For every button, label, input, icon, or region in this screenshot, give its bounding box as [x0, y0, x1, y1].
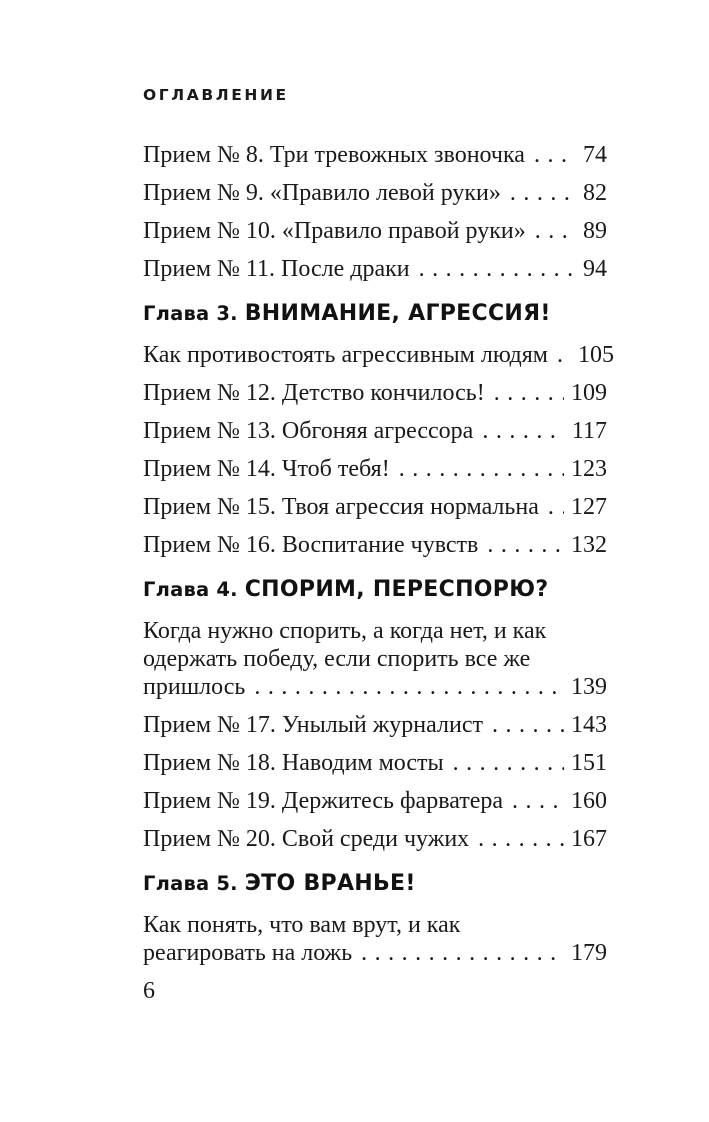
dot-leader	[478, 825, 564, 853]
toc-section	[143, 869, 607, 967]
chapter-number: Глава 3.	[143, 302, 238, 325]
toc-section	[143, 299, 614, 559]
dot-leader	[535, 217, 576, 245]
toc-entry-last-line	[143, 825, 607, 853]
toc-page-number: 105	[577, 342, 614, 368]
toc-page-number: 82	[583, 180, 607, 206]
dot-leader	[487, 531, 564, 559]
toc-entry	[143, 179, 607, 207]
dot-leader	[419, 255, 576, 283]
toc-entry	[143, 787, 607, 815]
toc-page-number: 143	[571, 712, 607, 738]
toc-entry-last-line	[143, 787, 607, 815]
toc-entry-text: реагировать на ложь	[143, 940, 353, 966]
toc-page-number: 151	[571, 750, 607, 776]
chapter-title: СПОРИМ, ПЕРЕСПОРЮ?	[244, 577, 549, 602]
chapter-heading	[143, 575, 607, 606]
toc-entry-text: Прием № 8. Три тревожных звоночка	[143, 142, 525, 168]
toc-entry	[143, 417, 607, 445]
toc-page-number: 160	[571, 788, 607, 814]
toc-entry-text: Прием № 9. «Правило левой руки»	[143, 180, 501, 206]
toc-entry	[143, 141, 607, 169]
dot-leader	[492, 711, 564, 739]
dot-leader	[482, 417, 565, 445]
dot-leader	[557, 341, 571, 369]
toc-entry	[143, 455, 607, 483]
chapter-heading	[143, 299, 607, 330]
toc-section	[143, 141, 607, 283]
toc-page-number: 117	[571, 418, 607, 444]
toc	[143, 141, 614, 967]
toc-title: ОГЛАВЛЕНИЕ	[143, 86, 289, 104]
toc-section	[143, 575, 607, 853]
toc-entry-last-line	[143, 217, 607, 245]
dot-leader	[361, 939, 564, 967]
toc-entry	[143, 255, 607, 283]
toc-entry-text: Прием № 14. Чтоб тебя!	[143, 456, 390, 482]
chapter-title: ЭТО ВРАНЬЕ!	[244, 871, 416, 896]
toc-entry-text-line: Как понять, что вам врут, и как	[143, 912, 461, 938]
toc-entry	[143, 493, 607, 521]
toc-entry	[143, 749, 607, 777]
toc-page-number: 109	[571, 380, 607, 406]
toc-entry-last-line	[143, 417, 607, 445]
chapter-number: Глава 5.	[143, 872, 238, 895]
toc-page-number: 123	[571, 456, 607, 482]
toc-entry-last-line	[143, 455, 607, 483]
chapter-heading	[143, 869, 607, 900]
dot-leader	[399, 455, 564, 483]
page-footer-number: 6	[143, 978, 155, 1004]
toc-page-number: 89	[583, 218, 607, 244]
toc-entry-text: Прием № 20. Свой среди чужих	[143, 826, 470, 852]
toc-entry	[143, 379, 607, 407]
toc-entry	[143, 341, 614, 369]
toc-entry-text: Прием № 18. Наводим мосты	[143, 750, 444, 776]
toc-page-number: 94	[583, 256, 607, 282]
dot-leader	[534, 141, 576, 169]
chapter-number: Глава 4.	[143, 578, 238, 601]
toc-page-number: 132	[571, 532, 607, 558]
toc-entry-text: Прием № 17. Унылый журналист	[143, 712, 483, 738]
toc-entry-last-line	[143, 711, 607, 739]
chapter-title: ВНИМАНИЕ, АГРЕССИЯ!	[244, 301, 551, 326]
toc-entry	[143, 711, 607, 739]
toc-entry-text: Как противостоять агрессивным людям	[143, 342, 548, 368]
toc-page-number: 167	[571, 826, 607, 852]
dot-leader	[510, 179, 576, 207]
dot-leader	[512, 787, 564, 815]
toc-entry-last-line	[143, 939, 607, 967]
dot-leader	[548, 493, 564, 521]
toc-entry	[143, 617, 607, 701]
toc-entry	[143, 911, 607, 967]
toc-entry-last-line	[143, 141, 607, 169]
toc-entry-last-line	[143, 749, 607, 777]
dot-leader	[254, 673, 564, 701]
toc-entry	[143, 531, 607, 559]
toc-page-number: 74	[583, 142, 607, 168]
toc-entry	[143, 217, 607, 245]
toc-entry-text: пришлось	[143, 674, 246, 700]
toc-entry-last-line	[143, 341, 614, 369]
toc-entry-last-line	[143, 493, 607, 521]
toc-entry-text: Прием № 13. Обгоняя агрессора	[143, 418, 474, 444]
toc-entry-last-line	[143, 179, 607, 207]
toc-entry-text-line: одержать победу, если спорить все же	[143, 646, 531, 672]
toc-entry-text: Прием № 19. Держитесь фарватера	[143, 788, 504, 814]
toc-entry-text-line: Когда нужно спорить, а когда нет, и как	[143, 618, 547, 644]
toc-entry	[143, 825, 607, 853]
dot-leader	[494, 379, 564, 407]
toc-entry-text: Прием № 15. Твоя агрессия нормальна	[143, 494, 539, 520]
toc-entry-text: Прием № 11. После драки	[143, 256, 410, 282]
toc-entry-last-line	[143, 379, 607, 407]
dot-leader	[453, 749, 564, 777]
toc-entry-text: Прием № 16. Воспитание чувств	[143, 532, 479, 558]
toc-entry-last-line	[143, 673, 607, 701]
toc-entry-text: Прием № 12. Детство кончилось!	[143, 380, 485, 406]
toc-entry-last-line	[143, 531, 607, 559]
toc-entry-last-line	[143, 255, 607, 283]
toc-page-number: 127	[571, 494, 607, 520]
toc-page-number: 179	[571, 940, 607, 966]
toc-page-number: 139	[571, 674, 607, 700]
toc-entry-text: Прием № 10. «Правило правой руки»	[143, 218, 526, 244]
